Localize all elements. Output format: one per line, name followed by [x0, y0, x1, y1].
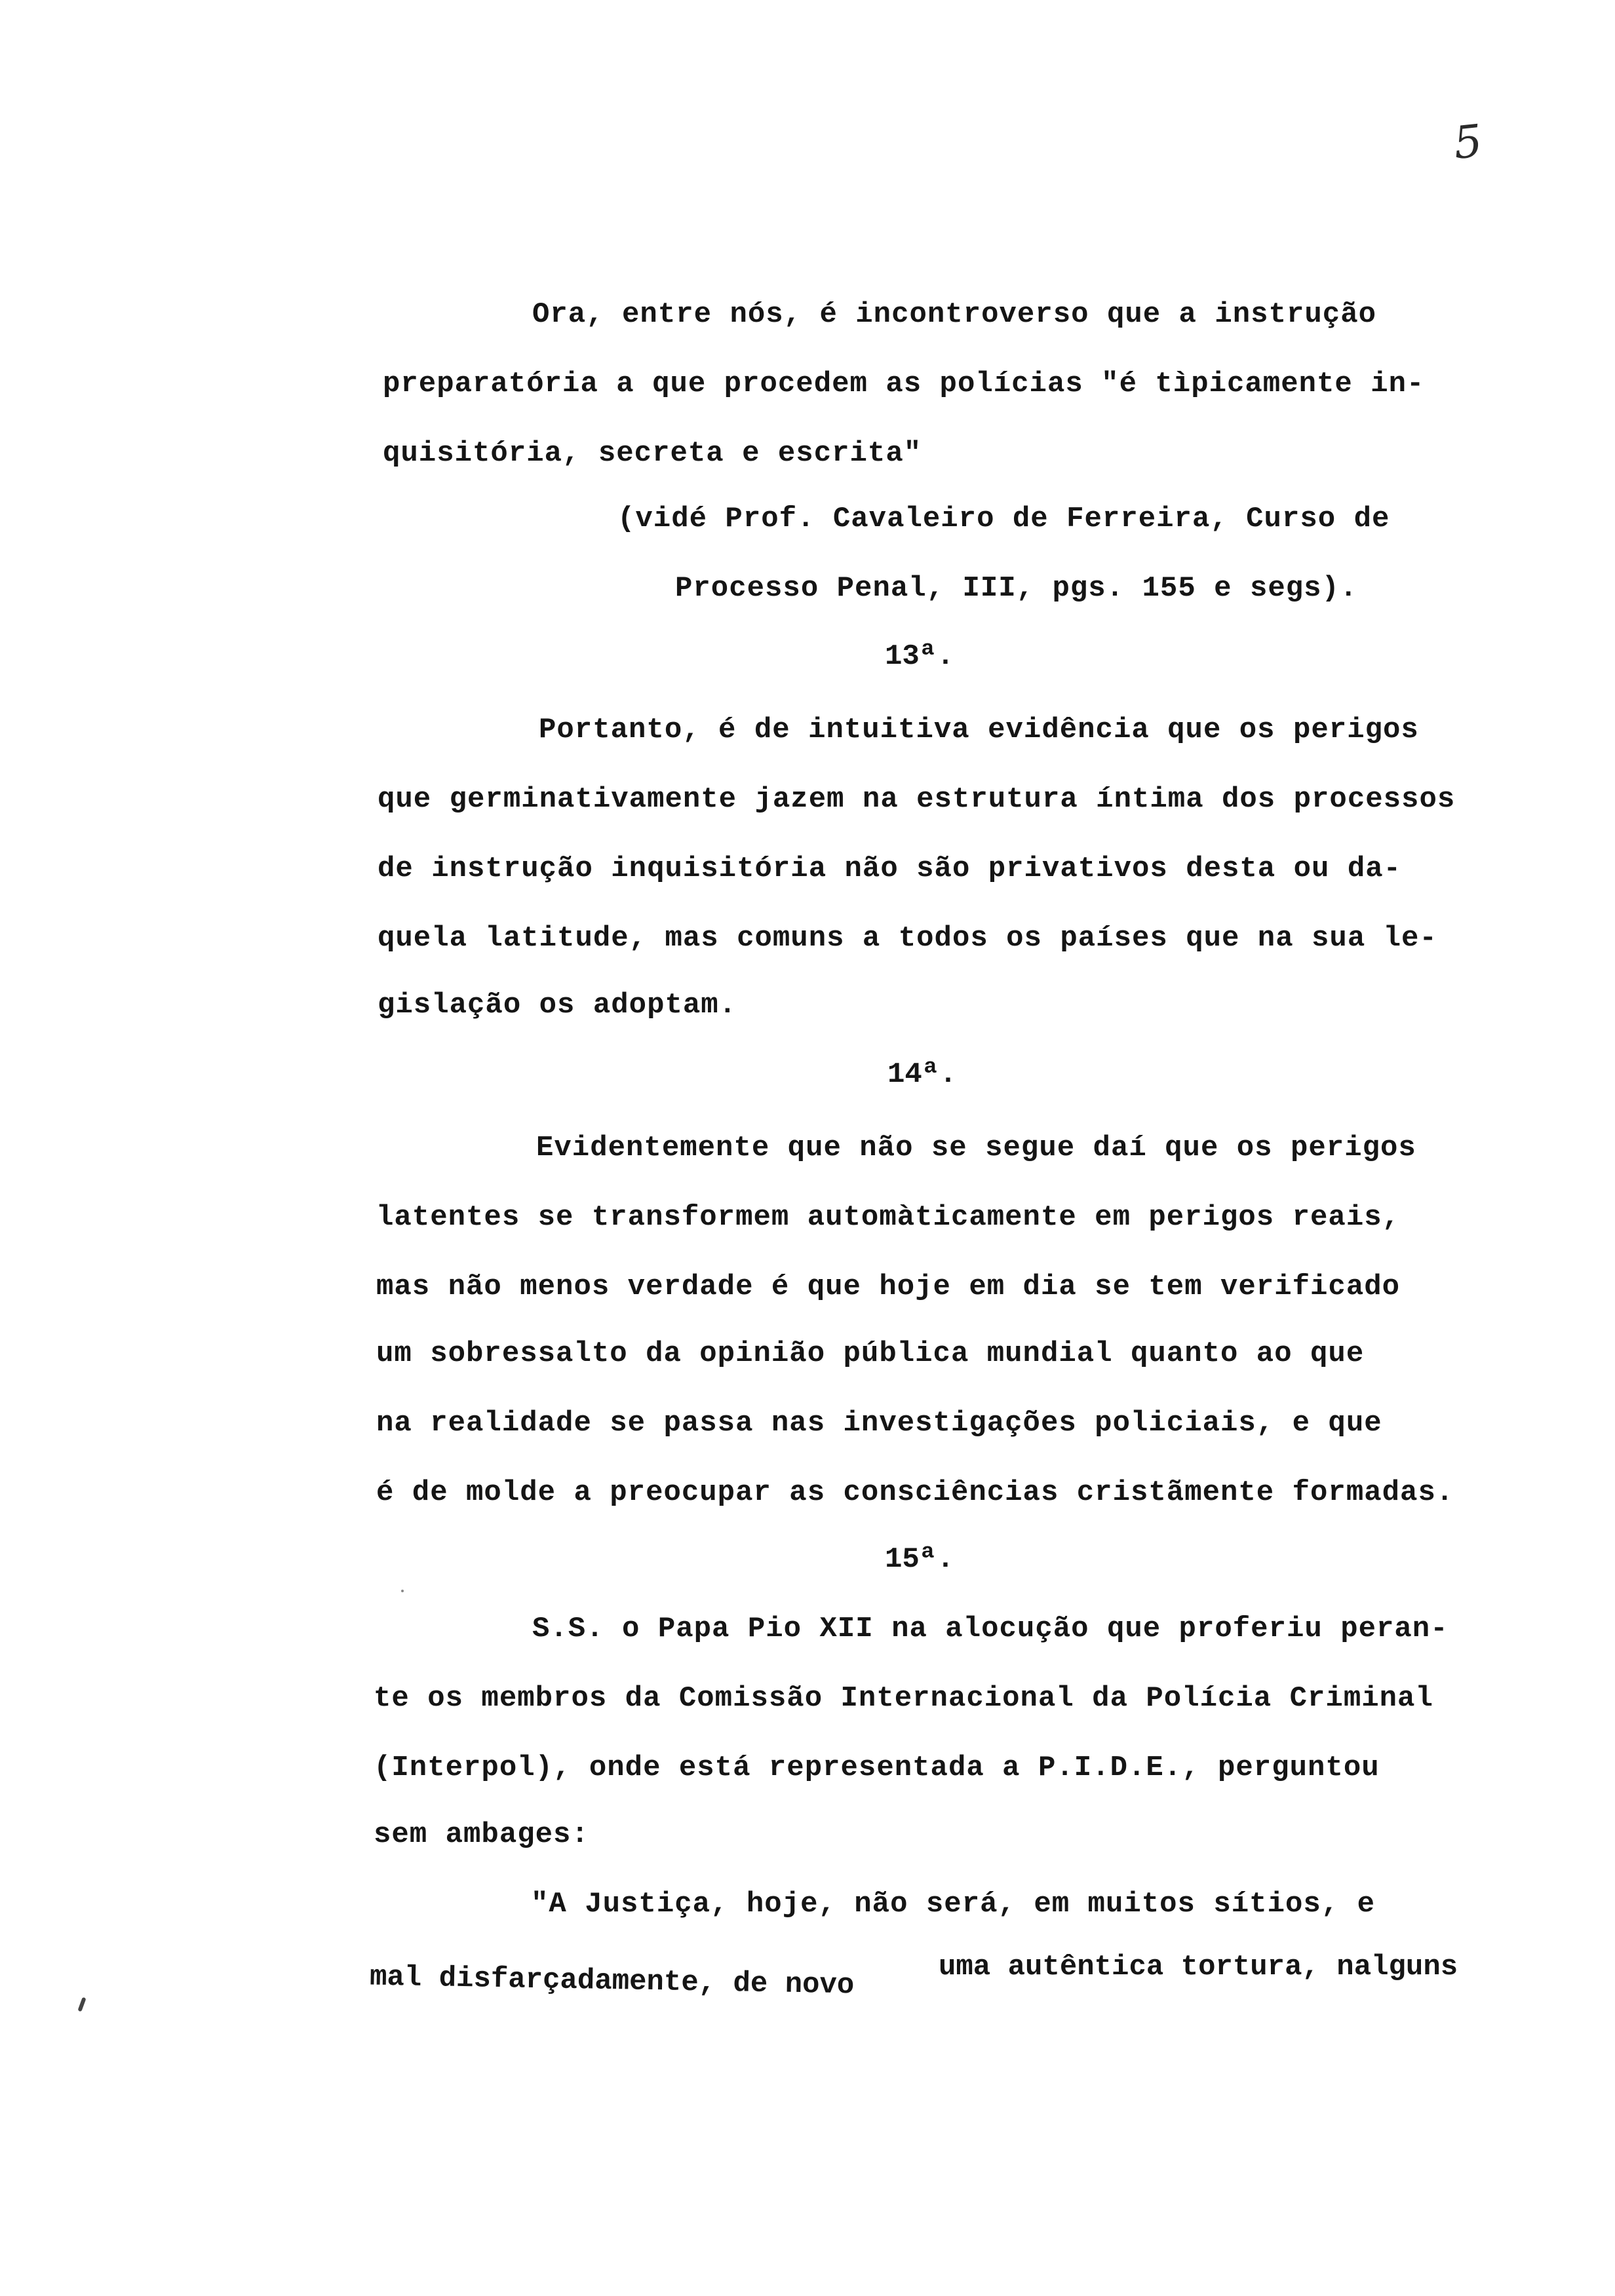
text-line: que germinativamente jazem na estrutura íntima dos processos — [378, 783, 1456, 816]
text-line: sem ambages: — [374, 1818, 589, 1851]
page-number: 5 — [1450, 115, 1485, 170]
section-number: 15ª. — [885, 1543, 954, 1576]
text-line: "A Justiça, hoje, não será, em muitos sítios, e — [531, 1888, 1376, 1921]
text-line: uma autêntica tortura, nalguns — [939, 1951, 1458, 1983]
text-line: mal disfarçadamente, de novo — [369, 1961, 855, 2002]
section-number: 14ª. — [887, 1058, 957, 1091]
section-number: 13ª. — [885, 640, 954, 673]
text-line: um sobressalto da opinião pública mundial quanto ao que — [376, 1337, 1365, 1370]
text-line: preparatória a que procedem as polícias "é tìpicamente in- — [383, 368, 1425, 400]
text-line: Evidentemente que não se segue daí que os perigos — [536, 1132, 1416, 1164]
text-line: quisitória, secreta e escrita" — [383, 437, 922, 470]
text-line: (Interpol), onde está representada a P.I.D.E., perguntou — [374, 1751, 1380, 1784]
paper-speck — [401, 1590, 404, 1592]
citation-line: (vidé Prof. Cavaleiro de Ferreira, Curso de — [617, 503, 1390, 535]
text-line: de instrução inquisitória não são privativos desta ou da- — [378, 852, 1402, 885]
text-line: latentes se transformem automàticamente em perigos reais, — [376, 1201, 1401, 1234]
text-line: quela latitude, mas comuns a todos os países que na sua le- — [378, 922, 1437, 955]
stray-mark — [77, 1997, 86, 2012]
text-line: na realidade se passa nas investigações policiais, e que — [376, 1407, 1382, 1440]
text-line: mas não menos verdade é que hoje em dia se tem verificado — [376, 1271, 1401, 1303]
citation-line: Processo Penal, III, pgs. 155 e segs). — [675, 572, 1358, 605]
text-line: gislação os adoptam. — [378, 989, 737, 1022]
text-line: é de molde a preocupar as consciências cristãmente formadas. — [376, 1476, 1454, 1509]
text-line: Portanto, é de intuitiva evidência que os perigos — [539, 714, 1419, 746]
text-line: S.S. o Papa Pio XII na alocução que proferiu peran- — [532, 1613, 1449, 1645]
text-line: te os membros da Comissão Internacional da Polícia Criminal — [374, 1682, 1433, 1715]
text-line: Ora, entre nós, é incontroverso que a instrução — [532, 298, 1377, 331]
